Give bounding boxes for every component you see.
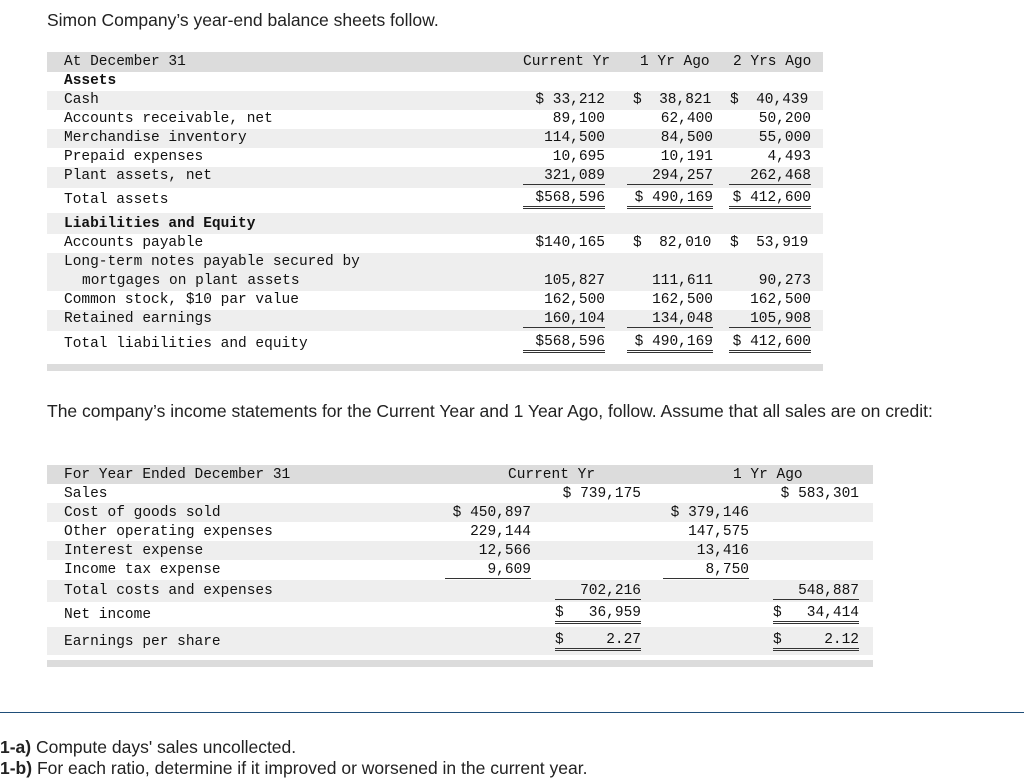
cell-current-yr bbox=[555, 605, 641, 624]
cell-1-yr-ago: 13,416 bbox=[696, 543, 749, 559]
cell-current-yr: 105,827 bbox=[544, 273, 605, 289]
cell-1-yr-ago: 147,575 bbox=[688, 524, 749, 540]
cell-1-yr-ago: 8,750 bbox=[663, 562, 749, 579]
cell-1-yr-ago: $ 379,146 bbox=[670, 505, 749, 521]
section-divider bbox=[0, 712, 1024, 713]
table-row bbox=[47, 503, 873, 522]
table-header-row bbox=[47, 465, 873, 484]
table-row bbox=[47, 91, 823, 110]
cell-2-yrs-ago: 262,468 bbox=[729, 168, 811, 185]
row-label: Cost of goods sold bbox=[64, 505, 221, 521]
table-row bbox=[47, 560, 873, 580]
header-1-yr-ago: 1 Yr Ago bbox=[733, 467, 803, 483]
cell-1-yr-ago: 134,048 bbox=[627, 311, 713, 328]
cell-value: 2.12 bbox=[824, 632, 859, 648]
cell-current-yr: $ 33,212 bbox=[535, 92, 605, 108]
question-1a bbox=[0, 737, 296, 758]
cell-2-yrs-ago: $ 412,600 bbox=[729, 334, 811, 353]
table-row bbox=[47, 72, 823, 91]
currency-symbol: $ bbox=[773, 632, 782, 648]
row-label: Cash bbox=[64, 92, 99, 108]
table-bottom-band bbox=[47, 364, 823, 371]
row-label: Merchandise inventory bbox=[64, 130, 247, 146]
currency-symbol: $ bbox=[555, 632, 564, 648]
question-1b-text: For each ratio, determine if it improved or worsened in the current year. bbox=[32, 758, 588, 778]
table-row bbox=[47, 129, 823, 148]
row-label: Earnings per share bbox=[64, 634, 221, 650]
row-label: Accounts receivable, net bbox=[64, 111, 273, 127]
row-label: Long-term notes payable secured by bbox=[64, 254, 360, 270]
cell-1-yr-ago: $ 490,169 bbox=[627, 190, 713, 209]
row-label: Total liabilities and equity bbox=[64, 336, 308, 352]
table-row bbox=[47, 167, 823, 188]
row-label: Income tax expense bbox=[64, 562, 221, 578]
cell-current-yr: 12,566 bbox=[478, 543, 531, 559]
cell-2-yrs-ago: $ 53,919 bbox=[730, 235, 809, 251]
assets-heading: Assets bbox=[64, 73, 117, 89]
question-1a-label: 1-a) bbox=[0, 737, 32, 757]
table-row bbox=[47, 213, 823, 234]
currency-symbol: $ bbox=[773, 605, 782, 621]
row-label: Total assets bbox=[64, 192, 169, 208]
cell-current-yr: 702,216 bbox=[555, 583, 641, 600]
row-label: Other operating expenses bbox=[64, 524, 273, 540]
cell-1-yr-ago: 548,887 bbox=[773, 583, 859, 600]
cell-value: 36,959 bbox=[588, 605, 641, 621]
header-current-yr: Current Yr bbox=[523, 54, 611, 70]
row-label: Net income bbox=[64, 607, 152, 623]
cell-current-yr: 9,609 bbox=[445, 562, 531, 579]
cell-1-yr-ago: $ 583,301 bbox=[780, 486, 859, 502]
table-row bbox=[47, 331, 823, 359]
row-label: Sales bbox=[64, 486, 108, 502]
table-row bbox=[47, 484, 873, 503]
balance-sheet-intro: Simon Company’s year-end balance sheets follow. bbox=[47, 10, 439, 30]
cell-current-yr: 114,500 bbox=[544, 130, 605, 146]
currency-symbol: $ bbox=[555, 605, 564, 621]
cell-2-yrs-ago: 4,493 bbox=[767, 149, 811, 165]
cell-1-yr-ago: $ 82,010 bbox=[633, 235, 712, 251]
header-label: For Year Ended December 31 bbox=[64, 467, 291, 483]
cell-current-yr: $568,596 bbox=[523, 334, 605, 353]
cell-2-yrs-ago: 50,200 bbox=[758, 111, 811, 127]
cell-1-yr-ago: 62,400 bbox=[660, 111, 713, 127]
cell-1-yr-ago: 10,191 bbox=[660, 149, 713, 165]
cell-2-yrs-ago: 105,908 bbox=[729, 311, 811, 328]
cell-2-yrs-ago: 90,273 bbox=[758, 273, 811, 289]
question-1b bbox=[0, 758, 587, 779]
table-row bbox=[47, 602, 873, 627]
table-row bbox=[47, 310, 823, 331]
row-label: Prepaid expenses bbox=[64, 149, 204, 165]
table-row bbox=[47, 234, 823, 253]
cell-current-yr: 321,089 bbox=[523, 168, 605, 185]
cell-1-yr-ago: 84,500 bbox=[660, 130, 713, 146]
question-1a-text: Compute days' sales uncollected. bbox=[31, 737, 297, 757]
table-row bbox=[47, 272, 823, 291]
table-header-row bbox=[47, 52, 823, 72]
table-row bbox=[47, 541, 873, 560]
cell-1-yr-ago: $ 490,169 bbox=[627, 334, 713, 353]
liabilities-equity-heading: Liabilities and Equity bbox=[64, 216, 256, 232]
cell-current-yr: 229,144 bbox=[470, 524, 531, 540]
table-row bbox=[47, 627, 873, 655]
table-bottom-band bbox=[47, 660, 873, 667]
cell-1-yr-ago bbox=[773, 632, 859, 651]
table-row bbox=[47, 580, 873, 602]
cell-current-yr: $140,165 bbox=[535, 235, 605, 251]
cell-current-yr: $ 450,897 bbox=[452, 505, 531, 521]
cell-2-yrs-ago: 55,000 bbox=[758, 130, 811, 146]
table-row bbox=[47, 522, 873, 541]
cell-2-yrs-ago: 162,500 bbox=[750, 292, 811, 308]
cell-1-yr-ago: 162,500 bbox=[652, 292, 713, 308]
cell-current-yr: 89,100 bbox=[552, 111, 605, 127]
header-current-yr: Current Yr bbox=[508, 467, 596, 483]
cell-1-yr-ago bbox=[773, 605, 859, 624]
table-row bbox=[47, 253, 823, 272]
cell-2-yrs-ago: $ 40,439 bbox=[730, 92, 809, 108]
row-label: Plant assets, net bbox=[64, 168, 212, 184]
cell-current-yr: 160,104 bbox=[523, 311, 605, 328]
balance-sheet-table bbox=[47, 52, 823, 371]
cell-current-yr: $ 739,175 bbox=[562, 486, 641, 502]
header-2-yrs-ago: 2 Yrs Ago bbox=[733, 54, 812, 70]
row-label: Retained earnings bbox=[64, 311, 212, 327]
header-label: At December 31 bbox=[64, 54, 186, 70]
cell-value: 2.27 bbox=[606, 632, 641, 648]
income-statement-intro: The company’s income statements for the Current Year and 1 Year Ago, follow. Assume that all sales are on credit: bbox=[47, 401, 933, 421]
cell-current-yr: 162,500 bbox=[544, 292, 605, 308]
cell-1-yr-ago: 294,257 bbox=[627, 168, 713, 185]
table-row bbox=[47, 188, 823, 213]
header-1-yr-ago: 1 Yr Ago bbox=[640, 54, 710, 70]
cell-2-yrs-ago: $ 412,600 bbox=[729, 190, 811, 209]
row-label: Common stock, $10 par value bbox=[64, 292, 299, 308]
row-label: Interest expense bbox=[64, 543, 204, 559]
table-row bbox=[47, 291, 823, 310]
cell-current-yr bbox=[555, 632, 641, 651]
row-label: Accounts payable bbox=[64, 235, 204, 251]
cell-1-yr-ago: $ 38,821 bbox=[633, 92, 712, 108]
cell-value: 34,414 bbox=[806, 605, 859, 621]
table-row bbox=[47, 110, 823, 129]
question-1b-label: 1-b) bbox=[0, 758, 33, 778]
table-row bbox=[47, 148, 823, 167]
cell-1-yr-ago: 111,611 bbox=[652, 273, 713, 289]
cell-current-yr: $568,596 bbox=[523, 190, 605, 209]
row-label: Total costs and expenses bbox=[64, 583, 273, 599]
income-statement-table bbox=[47, 465, 873, 660]
cell-current-yr: 10,695 bbox=[552, 149, 605, 165]
row-label: mortgages on plant assets bbox=[82, 273, 300, 289]
